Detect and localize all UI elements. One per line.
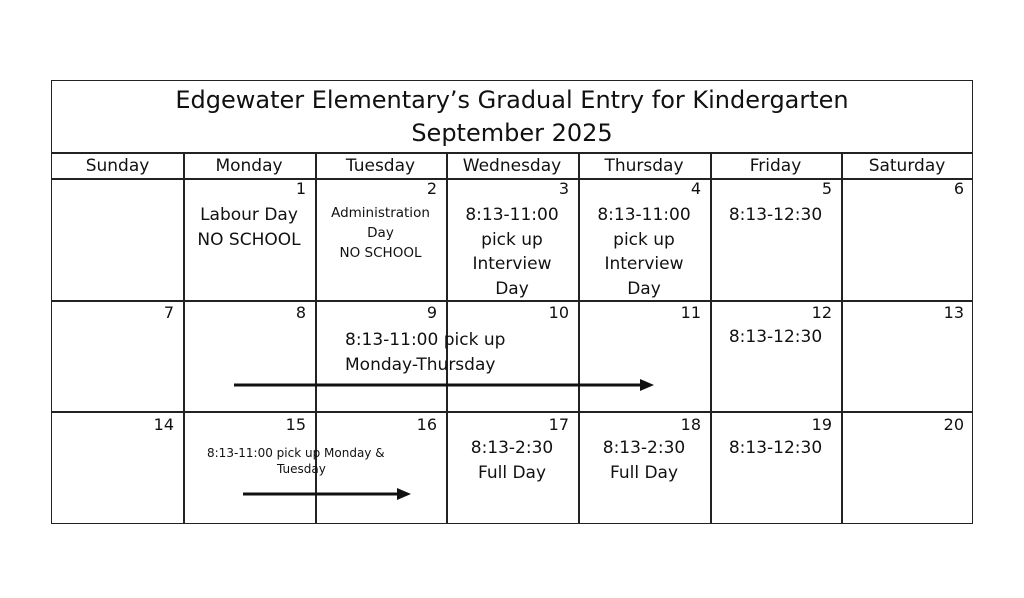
event-line: pick up bbox=[613, 229, 675, 250]
day-number: 7 bbox=[163, 303, 174, 322]
day-number: 19 bbox=[811, 415, 832, 434]
event-full-day bbox=[446, 436, 578, 485]
event-line: NO SCHOOL bbox=[197, 229, 301, 250]
day-number: 12 bbox=[811, 303, 832, 322]
event-line: Labour Day bbox=[200, 205, 298, 225]
weekday-sunday: Sunday bbox=[85, 156, 150, 176]
event-interview-day bbox=[446, 203, 578, 301]
event-interview-day bbox=[578, 203, 710, 301]
day-number: 11 bbox=[680, 303, 701, 322]
weekday-thursday: Thursday bbox=[604, 156, 684, 176]
day-number: 13 bbox=[943, 303, 964, 322]
weekday-friday: Friday bbox=[749, 156, 802, 176]
event-pickup-span bbox=[207, 445, 417, 477]
event-line: Day bbox=[627, 278, 661, 299]
event-line: Monday-Thursday bbox=[345, 354, 496, 375]
day-number: 3 bbox=[558, 179, 569, 198]
event-friday-hours: 8:13-12:30 bbox=[728, 327, 823, 347]
day-number: 17 bbox=[548, 415, 569, 434]
weekday-tuesday: Tuesday bbox=[345, 156, 416, 176]
right-arrow-icon bbox=[243, 487, 415, 503]
divider bbox=[841, 152, 843, 523]
right-arrow-icon bbox=[234, 378, 658, 394]
day-number: 16 bbox=[416, 415, 437, 434]
day-number: 2 bbox=[426, 179, 437, 198]
event-friday-hours: 8:13-12:30 bbox=[728, 205, 823, 225]
event-line: Day bbox=[495, 278, 529, 299]
divider bbox=[52, 411, 972, 413]
day-number: 14 bbox=[153, 415, 174, 434]
event-line: 8:13-11:00 pick up bbox=[345, 330, 506, 350]
weekday-monday: Monday bbox=[215, 156, 283, 176]
event-line: Day bbox=[367, 225, 394, 241]
day-number: 4 bbox=[690, 179, 701, 198]
calendar-grid bbox=[51, 80, 973, 524]
day-number: 6 bbox=[953, 179, 964, 198]
weekday-wednesday: Wednesday bbox=[462, 156, 562, 176]
event-administration-day bbox=[315, 203, 446, 263]
day-number: 1 bbox=[295, 179, 306, 198]
event-line: 8:13-11:00 bbox=[597, 205, 691, 225]
event-line: 8:13-2:30 bbox=[470, 438, 554, 458]
day-number: 9 bbox=[426, 303, 437, 322]
event-line: 8:13-2:30 bbox=[602, 438, 686, 458]
event-line: Interview bbox=[604, 254, 684, 274]
day-number: 15 bbox=[285, 415, 306, 434]
day-number: 5 bbox=[821, 179, 832, 198]
day-number: 8 bbox=[295, 303, 306, 322]
event-line: Administration bbox=[331, 205, 430, 221]
calendar-month: September 2025 bbox=[411, 119, 613, 147]
day-number: 10 bbox=[548, 303, 569, 322]
event-line: NO SCHOOL bbox=[339, 245, 422, 261]
calendar-title: Edgewater Elementary’s Gradual Entry for Kindergarten bbox=[175, 86, 849, 114]
day-number: 20 bbox=[943, 415, 964, 434]
event-pickup-span bbox=[345, 328, 505, 377]
day-number: 18 bbox=[680, 415, 701, 434]
event-line: pick up bbox=[481, 229, 543, 250]
weekday-saturday: Saturday bbox=[868, 156, 946, 176]
event-full-day bbox=[578, 436, 710, 485]
event-line: Full Day bbox=[609, 462, 679, 483]
event-line: 8:13-11:00 bbox=[465, 205, 559, 225]
event-line: Full Day bbox=[477, 462, 547, 483]
event-line: Interview bbox=[472, 254, 552, 274]
event-line: Tuesday bbox=[277, 462, 326, 476]
event-line: 8:13-11:00 pick up Monday & bbox=[207, 446, 385, 460]
event-labour-day bbox=[183, 203, 315, 252]
event-friday-hours: 8:13-12:30 bbox=[728, 438, 823, 458]
